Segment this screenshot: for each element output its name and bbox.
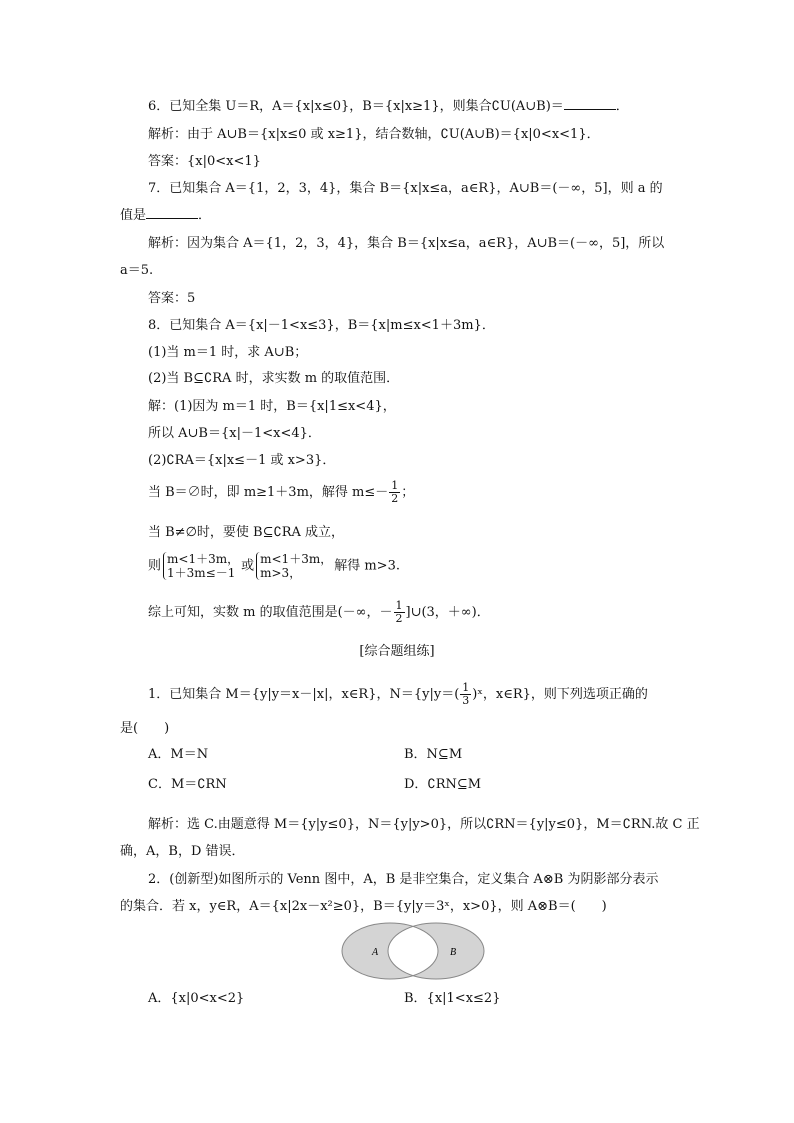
q6-answer-blank bbox=[564, 97, 616, 110]
q8-stem: 8．已知集合 A＝{x|－1<x≤3}，B＝{x|m≤x<1＋3m}． bbox=[148, 318, 495, 333]
q7-answer-blank bbox=[146, 206, 198, 219]
c1-option-d: D．∁RN⊆M bbox=[404, 777, 482, 792]
q8-solution-line7: 综上可知，实数 m 的取值范围是(－∞，－ $\frac{1}{2}$ ]∪(3，＋∞)． bbox=[148, 599, 490, 625]
q7-stem-line2: 值是 ． bbox=[120, 208, 212, 223]
c2-option-b: B．{x|1<x≤2} bbox=[404, 991, 501, 1006]
c2-stem-line1: 2．(创新型)如图所示的 Venn 图中，A，B 是非空集合，定义集合 A⊗B 为阴影部分表示 bbox=[148, 872, 659, 887]
q8-solution-line3: (2)∁RA＝{x|x≤－1 或 x>3}． bbox=[148, 453, 336, 468]
c2-stem-line2: 的集合．若 x，y∈R，A＝{x|2x－x²≥0}，B＝{y|y＝3ˣ，x>0}，则 A⊗B＝( ) bbox=[120, 899, 607, 914]
q6-analysis: 解析：由于 A∪B＝{x|x≤0 或 x≥1}，结合数轴，∁U(A∪B)＝{x|0<x<1}． bbox=[148, 127, 600, 142]
venn-label-b: B bbox=[450, 947, 457, 958]
c1-option-c: C．M＝∁RN bbox=[148, 777, 227, 792]
q6-answer: 答案：{x|0<x<1} bbox=[148, 154, 261, 169]
c1-option-a: A．M＝N bbox=[148, 747, 209, 762]
c1-analysis-line1: 解析：选 C.由题意得 M＝{y|y≤0}，N＝{y|y>0}，所以∁RN＝{y|y≤0}，M＝∁RN.故 C 正 bbox=[148, 817, 700, 832]
c1-option-b: B．N⊆M bbox=[404, 747, 463, 762]
q8-solution-line5: 当 B≠∅时，要使 B⊆∁RA 成立， bbox=[148, 525, 345, 540]
fraction-half: $\frac{1}{2}$ bbox=[391, 479, 399, 505]
q8-solution-line6: 则 m<1＋3m， 1＋3m≤－1 或 m<1＋3m， m>3， 解得 m>3. bbox=[148, 552, 400, 580]
c1-stem-line1: 1．已知集合 M＝{y|y＝x－|x|，x∈R}，N＝{y|y＝( $\frac{1}{3}$ )ˣ，x∈R}，则下列选项正确的 bbox=[148, 681, 648, 707]
inequality-system-2: m<1＋3m， m>3， bbox=[256, 552, 332, 580]
inequality-system-1: m<1＋3m， 1＋3m≤－1 bbox=[163, 552, 239, 580]
fraction-one-third: $\frac{1}{3}$ bbox=[462, 681, 470, 707]
venn-label-a: A bbox=[372, 947, 379, 958]
c1-analysis-line2: 确，A，B，D 错误． bbox=[120, 844, 245, 859]
q8-part1: (1)当 m＝1 时，求 A∪B； bbox=[148, 345, 308, 360]
q8-solution-line4: 当 B＝∅时，即 m≥1＋3m，解得 m≤－ $\frac{1}{2}$ ； bbox=[148, 479, 415, 505]
venn-diagram bbox=[338, 920, 488, 982]
section-title: [综合题组练] bbox=[359, 644, 435, 659]
q7-analysis-line1: 解析：因为集合 A＝{1，2，3，4}，集合 B＝{x|x≤a，a∈R}，A∪B＝(－∞，5]，所以 bbox=[148, 236, 665, 251]
fraction-half: $\frac{1}{2}$ bbox=[395, 599, 403, 625]
c1-stem-line2: 是( ) bbox=[120, 721, 170, 736]
c2-option-a: A．{x|0<x<2} bbox=[148, 991, 245, 1006]
q8-solution-line1: 解：(1)因为 m＝1 时，B＝{x|1≤x<4}， bbox=[148, 399, 396, 414]
q7-stem-line1: 7．已知集合 A＝{1，2，3，4}，集合 B＝{x|x≤a，a∈R}，A∪B＝(－∞，5]，则 a 的 bbox=[148, 181, 663, 196]
q6-stem: 6．已知全集 U＝R，A＝{x|x≤0}，B＝{x|x≥1}，则集合∁U(A∪B)＝ ． bbox=[148, 99, 629, 114]
q7-answer: 答案：5 bbox=[148, 291, 196, 306]
q8-part2: (2)当 B⊆∁RA 时，求实数 m 的取值范围． bbox=[148, 371, 400, 386]
q8-solution-line2: 所以 A∪B＝{x|－1<x<4}． bbox=[148, 426, 321, 441]
q7-analysis-line2: a＝5. bbox=[120, 263, 154, 278]
